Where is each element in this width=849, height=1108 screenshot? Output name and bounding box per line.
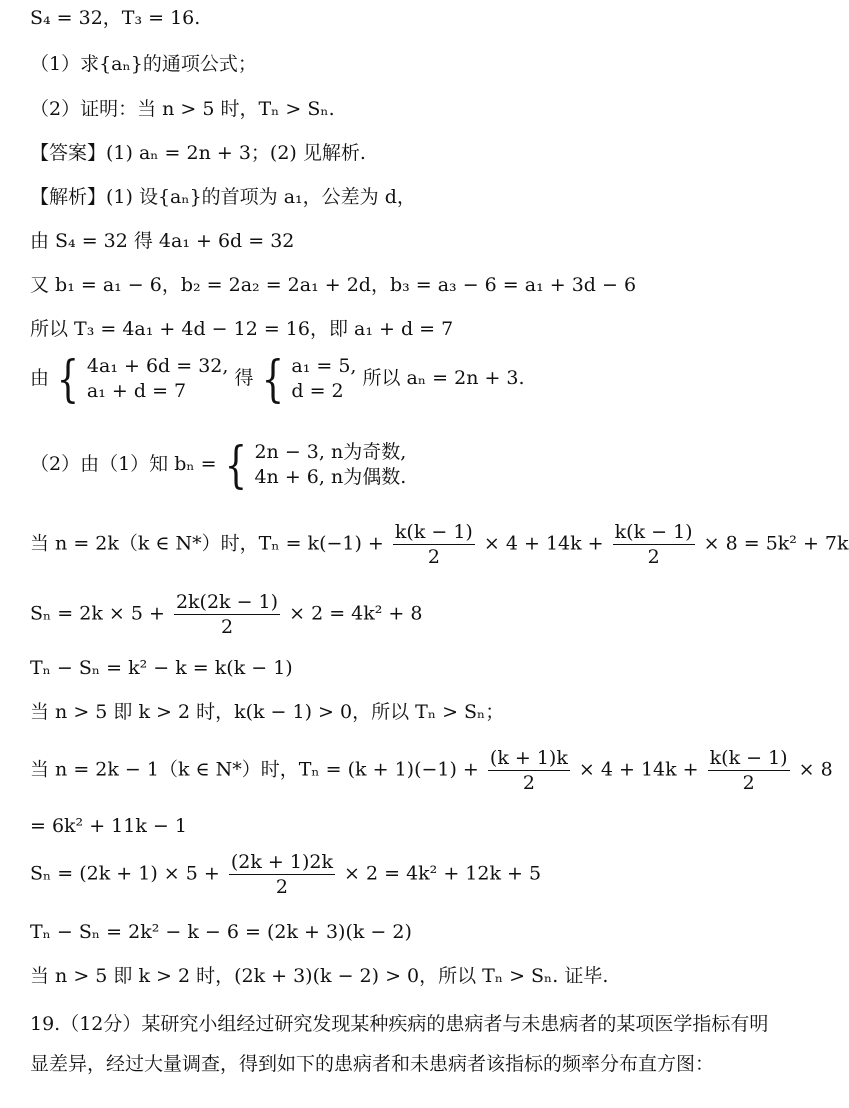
equation-system-2 <box>291 354 356 404</box>
fraction-numerator: k(k − 1) <box>394 521 473 543</box>
equation-s4-line: 由 S₄ = 32 得 4a₁ + 6d = 32 <box>30 230 295 252</box>
fraction <box>229 850 335 899</box>
fraction-denominator: 2 <box>275 876 288 898</box>
sn-even-prefix: Sₙ = 2k × 5 + <box>30 602 165 625</box>
piecewise-prefix: （2）由（1）知 bₙ = <box>30 453 217 475</box>
fraction-numerator: k(k − 1) <box>614 521 693 543</box>
case-even: 4n + 6, n为偶数. <box>254 466 407 488</box>
question-19-line-2: 显差异，经过大量调查，得到如下的患病者和未患病者该指标的频率分布直方图： <box>30 1053 715 1075</box>
tn-even-mid: × 4 + 14k + <box>483 532 604 555</box>
fraction <box>613 520 695 569</box>
sn-odd-line <box>30 850 541 899</box>
sn-odd-suffix: × 2 = 4k² + 12k + 5 <box>344 862 542 885</box>
equation-t3-line: 所以 T₃ = 4a₁ + 4d − 12 = 16，即 a₁ + d = 7 <box>30 318 454 340</box>
question-part-1: （1）求{aₙ}的通项公式； <box>30 53 257 75</box>
fraction <box>393 520 475 569</box>
left-brace-icon: { <box>56 350 80 408</box>
fraction <box>708 746 790 795</box>
sn-even-suffix: × 2 = 4k² + 8 <box>289 602 423 625</box>
fraction-numerator: (2k + 1)2k <box>230 851 333 873</box>
fraction-denominator: 2 <box>220 616 234 638</box>
fraction-denominator: 2 <box>647 546 660 568</box>
analysis-intro-line: 【解析】(1) 设{aₙ}的首项为 a₁，公差为 d， <box>30 186 416 208</box>
case-odd: 2n − 3, n为奇数, <box>254 441 407 463</box>
equation-system-1 <box>87 354 229 404</box>
tn-even-suffix: × 8 = 5k² + 7k <box>703 532 849 555</box>
fraction <box>174 590 280 639</box>
system-prefix: 由 <box>30 367 50 389</box>
fraction-numerator: k(k − 1) <box>709 747 788 769</box>
given-condition-line: S₄ = 32，T₃ = 16. <box>30 7 201 29</box>
tn-even-prefix: 当 n = 2k（k ∈ N*）时，Tₙ = k(−1) + <box>30 532 384 555</box>
fraction-denominator: 2 <box>522 772 535 794</box>
question-19-line-1: 19.（12分）某研究小组经过研究发现某种疾病的患病者与未患病者的某项医学指标有明 <box>30 1013 769 1035</box>
sn-even-line <box>30 590 422 639</box>
system-mid-text: 得 <box>234 367 254 389</box>
left-brace-icon: { <box>224 436 247 494</box>
tn-odd-mid: × 4 + 14k + <box>578 758 699 781</box>
equation-b-terms-line: 又 b₁ = a₁ − 6，b₂ = 2a₂ = 2a₁ + 2d，b₃ = a₃ − 6 = a₁ + 3d − 6 <box>30 274 637 296</box>
fraction-denominator: 2 <box>427 546 440 568</box>
conclusion-even-line: 当 n > 5 即 k > 2 时，k(k − 1) > 0，所以 Tₙ > Sₙ； <box>30 701 505 723</box>
conclusion-odd-line: 当 n > 5 即 k > 2 时，(2k + 3)(k − 2) > 0，所以 Tₙ > Sₙ. 证毕. <box>30 965 609 987</box>
piecewise-bn-line <box>30 436 407 494</box>
tn-odd-result-line: = 6k² + 11k − 1 <box>30 815 187 837</box>
piecewise-cases <box>254 440 406 490</box>
question-part-2: （2）证明：当 n > 5 时，Tₙ > Sₙ. <box>30 98 335 120</box>
fraction-numerator: (k + 1)k <box>489 747 568 769</box>
system-1-eq-b: a₁ + d = 7 <box>86 380 187 402</box>
system-solution-line <box>30 350 525 408</box>
tn-odd-prefix: 当 n = 2k − 1（k ∈ N*）时，Tₙ = (k + 1)(−1) + <box>30 758 479 781</box>
difference-even-line: Tₙ − Sₙ = k² − k = k(k − 1) <box>30 657 293 679</box>
tn-odd-line <box>30 746 833 795</box>
fraction <box>488 746 570 795</box>
fraction-numerator: 2k(2k − 1) <box>175 591 279 613</box>
system-1-eq-a: 4a₁ + 6d = 32, <box>86 355 229 377</box>
fraction-denominator: 2 <box>742 772 755 794</box>
sn-odd-prefix: Sₙ = (2k + 1) × 5 + <box>30 862 220 885</box>
difference-odd-line: Tₙ − Sₙ = 2k² − k − 6 = (2k + 3)(k − 2) <box>30 921 412 943</box>
tn-even-line <box>30 520 849 569</box>
system-2-eq-b: d = 2 <box>291 380 344 402</box>
tn-odd-suffix: × 8 <box>798 758 833 781</box>
system-2-eq-a: a₁ = 5, <box>291 355 357 377</box>
system-suffix: 所以 aₙ = 2n + 3. <box>362 367 525 389</box>
left-brace-icon: { <box>261 350 284 408</box>
answer-line: 【答案】(1) aₙ = 2n + 3；(2) 见解析. <box>30 142 366 164</box>
